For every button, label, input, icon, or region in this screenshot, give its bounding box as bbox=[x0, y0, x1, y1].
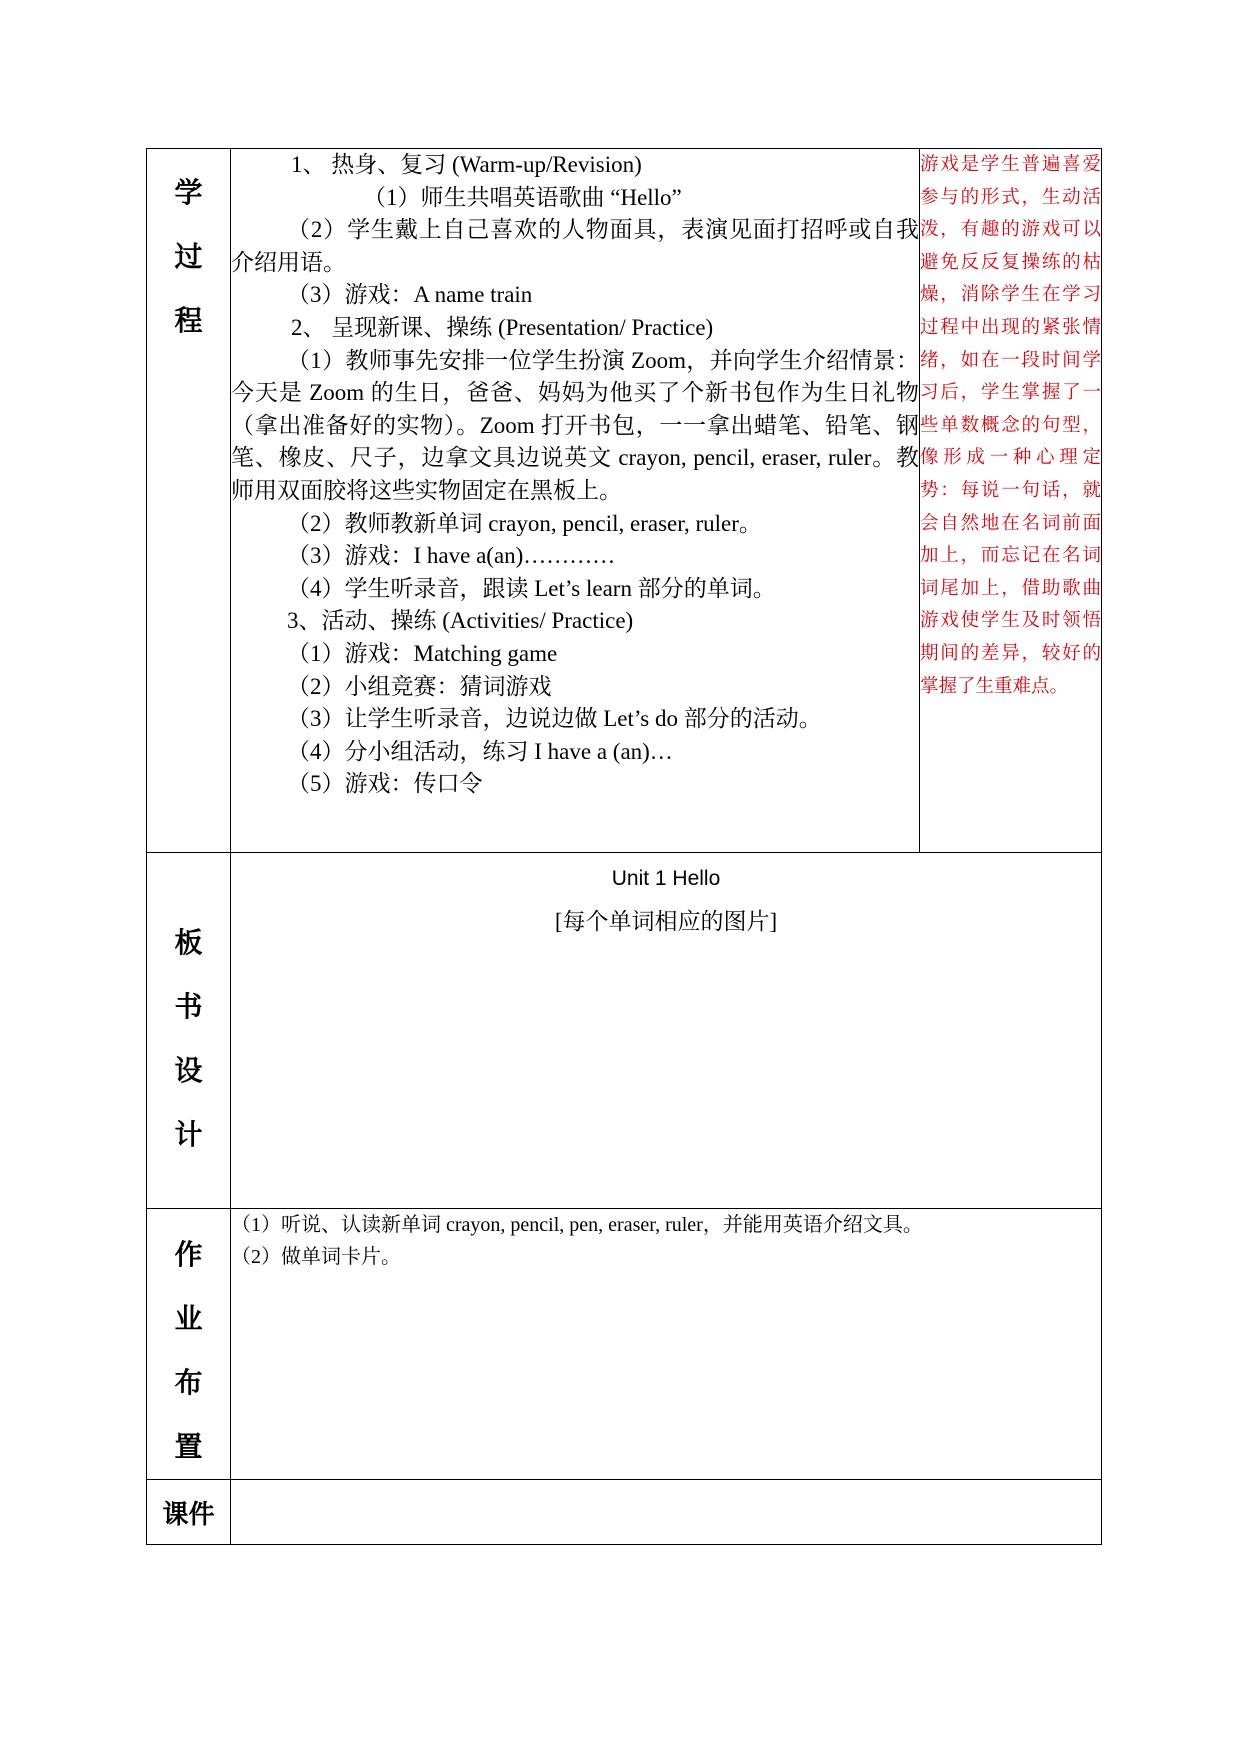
courseware-label: 课件 bbox=[147, 1480, 231, 1545]
lesson-plan-table bbox=[146, 148, 1102, 1545]
design-note: 游戏是学生普遍喜爱参与的形式，生动活泼，有趣的游戏可以避免反反复操练的枯燥，消除学生在学习过程中出现的紧张情绪，如在一段时间学习后，学生掌握了一些单数概念的句型，像形成一种心理定势：每说一句话，就会自然地在名词前面加上，而忘记在名词词尾加上，借助歌曲游戏使学生及时领悟期间的差异，较好的掌握了生重难点。 bbox=[920, 149, 1102, 853]
courseware-content bbox=[231, 1480, 1102, 1545]
board-label-char: 设 bbox=[174, 1054, 203, 1087]
board-label-char: 计 bbox=[174, 1118, 203, 1151]
board-label-char: 书 bbox=[174, 990, 203, 1023]
homework-content bbox=[231, 1209, 1102, 1480]
step-heading: 1、 热身、复习 (Warm-up/Revision) bbox=[291, 152, 642, 177]
process-content bbox=[231, 149, 920, 853]
homework-label-char: 作 bbox=[174, 1238, 203, 1271]
step-item: （3）游戏：I have a(an)………… bbox=[287, 543, 616, 569]
homework-label bbox=[147, 1209, 231, 1480]
homework-label-char: 布 bbox=[174, 1366, 203, 1399]
step-item: （2）教师教新单词 crayon, pencil, eraser, ruler。 bbox=[287, 510, 762, 536]
board-row bbox=[147, 853, 1102, 1209]
step-item: （1）游戏：Matching game bbox=[287, 640, 558, 666]
step-heading: 2、 呈现新课、操练 (Presentation/ Practice) bbox=[291, 314, 714, 340]
step-item: （4）学生听录音，跟读 Let’s learn 部分的单词。 bbox=[287, 575, 776, 601]
process-label-char: 程 bbox=[174, 304, 203, 337]
step-item: （5）游戏：传口令 bbox=[287, 771, 483, 797]
homework-item: （1）听说、认读新单词 crayon, pencil, pen, eraser, ruler，并能用英语介绍文具。 bbox=[231, 1214, 923, 1236]
step-item: （2）小组竞赛：猜词游戏 bbox=[287, 673, 552, 699]
homework-item: （2）做单词卡片。 bbox=[231, 1246, 401, 1268]
board-title: Unit 1 Hello bbox=[611, 867, 721, 890]
step-item: （3）游戏：A name train bbox=[287, 282, 533, 308]
board-label-char: 板 bbox=[174, 926, 203, 959]
process-label bbox=[147, 149, 231, 853]
homework-row bbox=[147, 1209, 1102, 1480]
courseware-row bbox=[147, 1480, 1102, 1545]
process-label-char: 学 bbox=[174, 176, 203, 209]
step-item: （1）师生共唱英语歌曲 “Hello” bbox=[363, 184, 682, 210]
homework-label-char: 置 bbox=[174, 1430, 203, 1463]
step-item: （3）让学生听录音，边说边做 Let’s do 部分的活动。 bbox=[287, 706, 822, 732]
step-heading: 3、活动、操练 (Activities/ Practice) bbox=[287, 608, 634, 634]
board-label bbox=[147, 853, 231, 1209]
step-item: （1）教师事先安排一位学生扮演 Zoom，并向学生介绍情景：今天是 Zoom 的生日，爸爸、妈妈为他买了个新书包作为生日礼物（拿出准备好的实物）。Zoom 打开书包，一一拿出蜡笔、铅笔、钢笔、橡皮、尺子，边拿文具边说英文 crayon, pencil, eraser, ruler。教师用双面胶将这些实物固定在黑板上。 bbox=[231, 347, 919, 503]
step-item: （2）学生戴上自己喜欢的人物面具，表演见面打招呼或自我介绍用语。 bbox=[231, 217, 919, 275]
board-content bbox=[231, 853, 1102, 1209]
step-item: （4）分小组活动，练习 I have a (an)… bbox=[287, 738, 673, 764]
lesson-plan-sheet bbox=[146, 148, 1101, 1545]
board-subtitle: [每个单词相应的图片] bbox=[554, 909, 778, 934]
homework-label-char: 业 bbox=[174, 1302, 203, 1335]
process-row bbox=[147, 149, 1102, 853]
process-label-char: 过 bbox=[174, 240, 203, 273]
